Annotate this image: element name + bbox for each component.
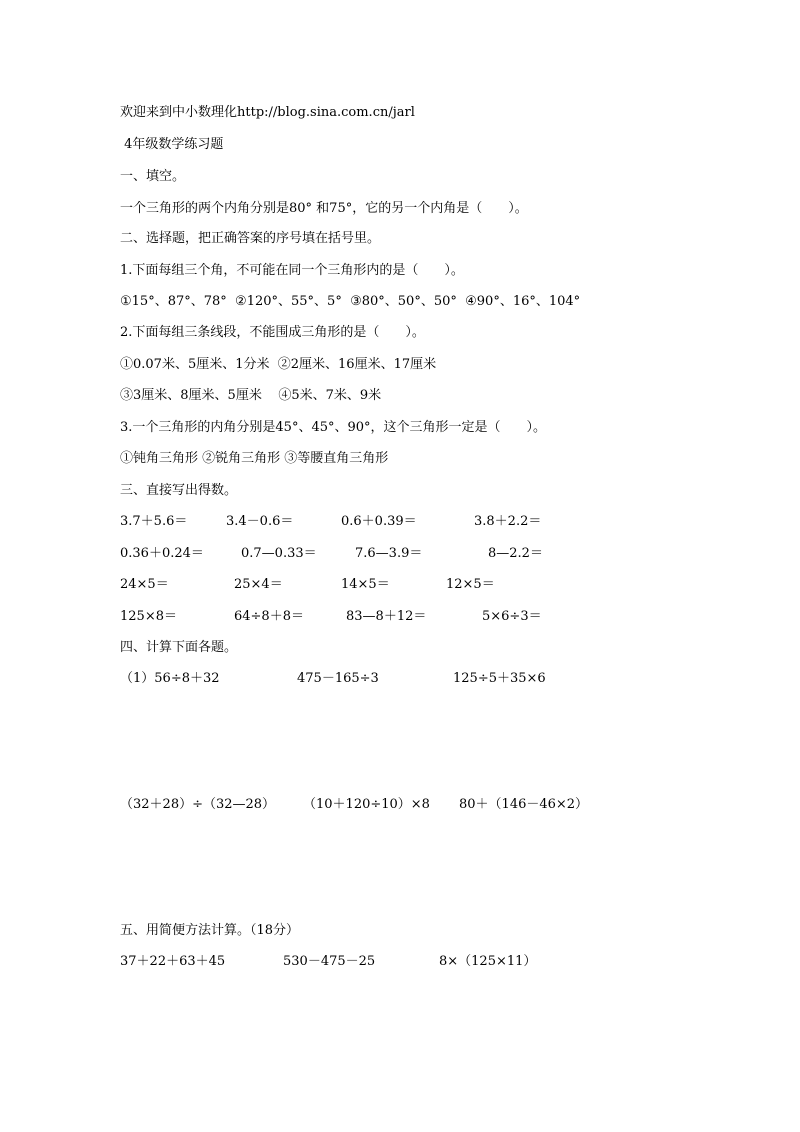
- section-2-question-2-options-b: ③3厘米、8厘米、5厘米 ④5米、7米、9米: [120, 388, 382, 403]
- calc-problem: （10＋120÷10）×8: [303, 797, 430, 812]
- section-1-heading: 一、填空。: [120, 169, 186, 184]
- calc-problem: 475－165÷3: [297, 671, 379, 686]
- welcome-line: 欢迎来到中小数理化http://blog.sina.com.cn/jarl: [120, 105, 415, 120]
- simplify-problem: 530－475－25: [283, 954, 376, 969]
- oral-calc-item: 0.7—0.33＝: [241, 546, 317, 561]
- section-2-question-1-options: ①15°、87°、78° ②120°、55°、5° ③80°、50°、50° ④90°、16°、104°: [120, 294, 581, 309]
- section-2-heading: 二、选择题，把正确答案的序号填在括号里。: [120, 231, 381, 246]
- calc-problem: 125÷5＋35×6: [453, 671, 546, 686]
- oral-calc-item: 3.4－0.6＝: [226, 514, 294, 529]
- simplify-problem: 37＋22＋63＋45: [120, 954, 226, 969]
- section-5-heading: 五、用简便方法计算。（18分）: [120, 923, 300, 938]
- oral-calc-item: 25×4＝: [234, 577, 283, 592]
- calc-problem: （32＋28）÷（32—28）: [120, 797, 276, 812]
- section-2-question-3: 3.一个三角形的内角分别是45°、45°、90°，这个三角形一定是（ ）。: [120, 420, 547, 435]
- oral-calc-item: 12×5＝: [446, 577, 495, 592]
- simplify-problem: 8×（125×11）: [439, 954, 537, 969]
- section-3-heading: 三、直接写出得数。: [120, 483, 238, 498]
- oral-calc-item: 83—8＋12＝: [346, 609, 427, 624]
- oral-calc-item: 0.36＋0.24＝: [120, 546, 204, 561]
- section-2-question-2-options-a: ①0.07米、5厘米、1分米 ②2厘米、16厘米、17厘米: [120, 357, 437, 372]
- oral-calc-item: 64÷8＋8＝: [234, 609, 304, 624]
- oral-calc-item: 3.8＋2.2＝: [474, 514, 542, 529]
- oral-calc-item: 14×5＝: [341, 577, 390, 592]
- section-2-question-3-options: ①钝角三角形 ②锐角三角形 ③等腰直角三角形: [120, 451, 389, 466]
- calc-problem: （1）56÷8＋32: [120, 671, 220, 686]
- oral-calc-item: 5×6÷3＝: [482, 609, 542, 624]
- worksheet-title: 4年级数学练习题: [120, 137, 224, 152]
- section-2-question-1: 1.下面每组三个角，不可能在同一个三角形内的是（ ）。: [120, 263, 464, 278]
- calc-problem: 80＋（146－46×2）: [459, 797, 589, 812]
- oral-calc-item: 8—2.2＝: [488, 546, 543, 561]
- oral-calc-item: 3.7＋5.6＝: [120, 514, 188, 529]
- oral-calc-item: 125×8＝: [120, 609, 177, 624]
- oral-calc-item: 24×5＝: [120, 577, 169, 592]
- oral-calc-item: 0.6＋0.39＝: [341, 514, 417, 529]
- oral-calc-item: 7.6—3.9＝: [355, 546, 423, 561]
- section-2-question-2: 2.下面每组三条线段，不能围成三角形的是（ ）。: [120, 325, 425, 340]
- section-1-question: 一个三角形的两个内角分别是80° 和75°，它的另一个内角是（ ）。: [120, 201, 528, 216]
- section-4-heading: 四、计算下面各题。: [120, 640, 238, 655]
